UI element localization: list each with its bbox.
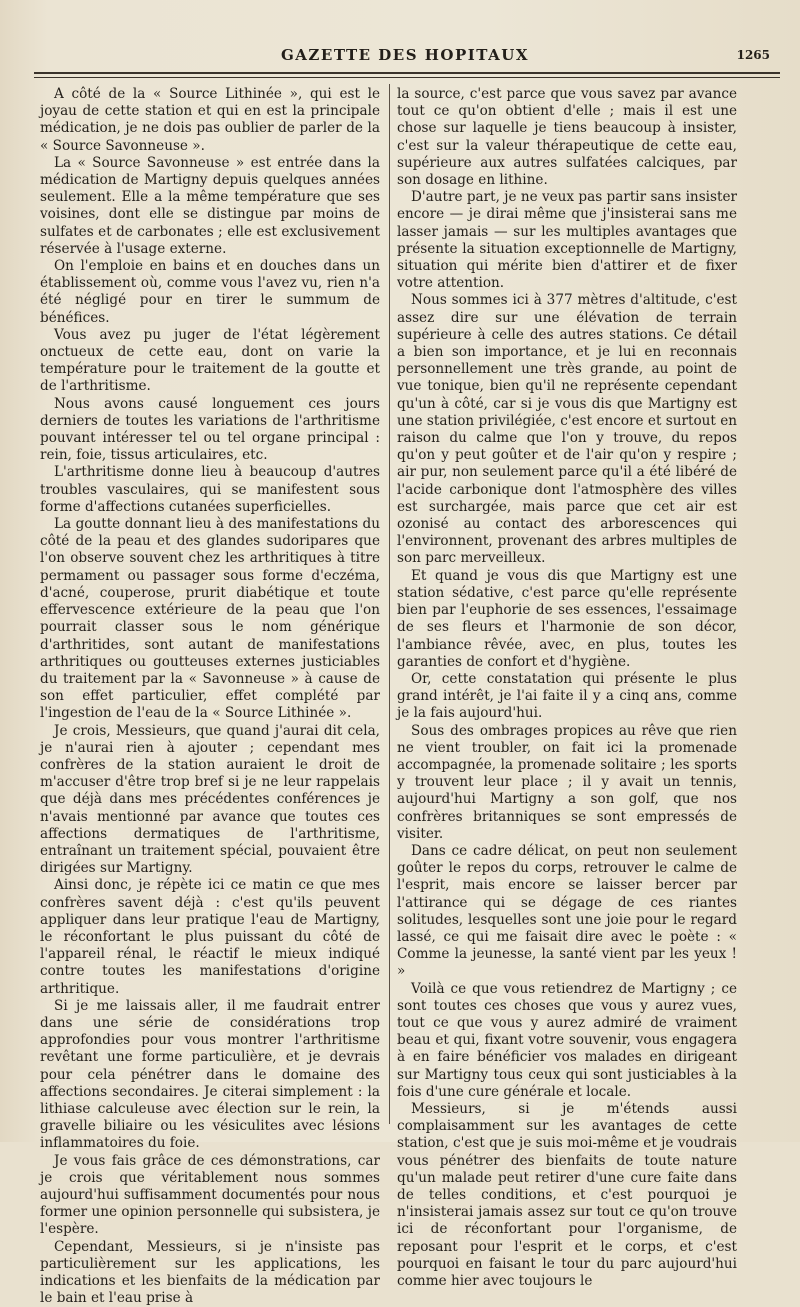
- paragraph: Voilà ce que vous retiendrez de Martigny ; ce sont toutes ces choses que vous y aurez vues, tout ce que vous y aurez admiré de vraiment beau et qui, fixant votre souvenir, vous engagera à en faire bénéficier vos malades en dirigeant sur Martigny tous ceux qui sont justiciables à la fois d'une cure générale et locale.: [397, 980, 737, 1100]
- paragraph: D'autre part, je ne veux pas partir sans insister encore — je dirai même que j'insisterai sans me lasser jamais — sur les multiples avantages que présente la situation exceptionnelle de Martigny, situation qui mérite bien d'attirer et de fixer votre attention.: [397, 189, 737, 292]
- header-rule-thick: [34, 72, 780, 74]
- right-column: [397, 86, 737, 1290]
- paragraph: A côté de la « Source Lithinée », qui est le joyau de cette station et qui en est la principale médication, je ne dois pas oublier de parler de la « Source Savonneuse ».: [40, 86, 380, 154]
- paragraph: Or, cette constatation qui présente le plus grand intérêt, je l'ai faite il y a cinq ans, comme je la fais aujourd'hui.: [397, 670, 737, 722]
- paragraph: Je vous fais grâce de ces démonstrations, car je crois que véritablement nous sommes aujourd'hui suffisamment documentés pour nous former une opinion personnelle qui subsistera, je l'espère.: [40, 1152, 380, 1238]
- paragraph: Je crois, Messieurs, que quand j'aurai dit cela, je n'aurai rien à ajouter ; cependant mes confrères de la station auraient le droit de m'accuser d'être trop bref si je ne leur rappelais que déjà dans mes précédentes conférences je n'avais mentionné par avance que toutes ces affections dermatiques de l'arthritisme, entraînant un traitement spécial, pouvaient être dirigées sur Martigny.: [40, 722, 380, 877]
- paragraph: Nous avons causé longuement ces jours derniers de toutes les variations de l'arthritisme pouvant intéresser tel ou tel organe principal : rein, foie, tissus articulaires, etc.: [40, 395, 380, 464]
- paragraph: On l'emploie en bains et en douches dans un établissement où, comme vous l'avez vu, rien n'a été négligé pour en tirer le summum de bénéfices.: [40, 258, 380, 326]
- paragraph: La goutte donnant lieu à des manifestations du côté de la peau et des glandes sudoripares que l'on observe souvent chez les arthritiques à titre permament ou passager sous forme d'eczéma, d'acné, couperose, prurit diabétique et toute effervescence extérieure de la peau que l'on pourrait classer sous le nom générique d'arthritides, sont autant de manifestations arthritiques ou goutteuses externes justiciables du traitement par la « Savonneuse » à cause de son effet particulier, effet complété par l'ingestion de l'eau de la « Source Lithinée ».: [40, 516, 380, 722]
- paragraph: la source, c'est parce que vous savez par avance tout ce qu'on obtient d'elle ; mais il est une chose sur laquelle je tiens beaucoup à insister, c'est sur la valeur thérapeutique de cette eau, supérieure aux autres sulfatées calciques, par son dosage en lithine.: [397, 86, 737, 189]
- journal-title: GAZETTE DES HOPITAUX: [280, 46, 529, 64]
- column-divider: [389, 84, 390, 1124]
- paragraph: Ainsi donc, je répète ici ce matin ce que mes confrères savent déjà : c'est qu'ils peuvent appliquer dans leur pratique l'eau de Martigny, le réconfortant le plus puissant du côté de l'appareil rénal, le réactif le mieux indiqué contre toutes les manifestations d'origine arthritique.: [40, 877, 380, 997]
- header-rule-thin: [34, 77, 780, 78]
- paragraph: Si je me laissais aller, il me faudrait entrer dans une série de considérations trop approfondies pour vous montrer l'arthritisme revêtant une forme particulière, et je devrais pour cela pénétrer dans le domaine des affections secondaires. Je citerai simplement : la lithiase calculeuse avec élection sur le rein, la gravelle biliaire ou les vésiculites avec lésions inflammatoires du foie.: [40, 997, 380, 1152]
- paragraph: Sous des ombrages propices au rêve que rien ne vient troubler, on fait ici la promenade accompagnée, la promenade solitaire ; les sports y trouvent leur place ; il y avait un tennis, aujourd'hui Martigny a son golf, que nos confrères britanniques se sont empressés de visiter.: [397, 722, 737, 842]
- paragraph: Dans ce cadre délicat, on peut non seulement goûter le repos du corps, retrouver le calme de l'esprit, mais encore se laisser bercer par l'attirance qui se dégage de ces riantes solitudes, lesquelles sont une joie pour le regard lassé, ce qui me faisait dire avec le poète : « Comme la jeunesse, la santé vient par les yeux ! »: [397, 842, 737, 980]
- paragraph: Et quand je vous dis que Martigny est une station sédative, c'est parce qu'elle représente bien par l'euphorie de ses essences, l'essaimage de ses fleurs et l'harmonie de son décor, l'ambiance rêvée, avec, en plus, toutes les garanties de confort et d'hygiène.: [397, 567, 737, 670]
- paragraph: L'arthritisme donne lieu à beaucoup d'autres troubles vasculaires, qui se manifestent sous forme d'affections cutanées superficielles.: [40, 464, 380, 515]
- paragraph: Messieurs, si je m'étends aussi complaisamment sur les avantages de cette station, c'est que je suis moi-même et je voudrais vous pénétrer des bienfaits de toute nature qu'un malade peut retirer d'une cure faite dans de telles conditions, et c'est pourquoi je n'insisterai jamais assez sur tout ce qu'on trouve ici de réconfortant pour l'organisme, de reposant pour l'esprit et le corps, et c'est pourquoi en faisant le tour du parc aujourd'hui comme hier avec toujours le: [397, 1100, 737, 1290]
- paragraph: La « Source Savonneuse » est entrée dans la médication de Martigny depuis quelques années seulement. Elle a la même température que ses voisines, dont elle se distingue par moins de sulfates et de carbonates ; elle est exclusivement réservée à l'usage externe.: [40, 154, 380, 257]
- page-number: 1265: [736, 48, 770, 62]
- paragraph: Nous sommes ici à 377 mètres d'altitude, c'est assez dire sur une élévation de terrain supérieure à celle des autres stations. Ce détail a bien son importance, et je lui en reconnais personnellement une très grande, au point de vue tonique, bien qu'il ne représente cependant qu'un à côté, car si je vous dis que Martigny est une station privilégiée, c'est encore et surtout en raison du calme que l'on y trouve, du repos qu'on y peut goûter et de l'air qu'on y respire ; air pur, non seulement parce qu'il a été libéré de l'acide carbonique dont l'atmosphère des villes est surchargée, mais parce que cet air est ozonisé au contact des arborescences qui l'environnent, provenant des arbres multiples de son parc merveilleux.: [397, 292, 737, 567]
- left-column: [40, 86, 380, 1307]
- paragraph: Cependant, Messieurs, si je n'insiste pas particulièrement sur les applications, les indications et les bienfaits de la médication par le bain et l'eau prise à: [40, 1238, 380, 1307]
- paragraph: Vous avez pu juger de l'état légèrement onctueux de cette eau, dont on varie la température pour le traitement de la goutte et de l'arthritisme.: [40, 326, 380, 395]
- page-header: [40, 42, 770, 70]
